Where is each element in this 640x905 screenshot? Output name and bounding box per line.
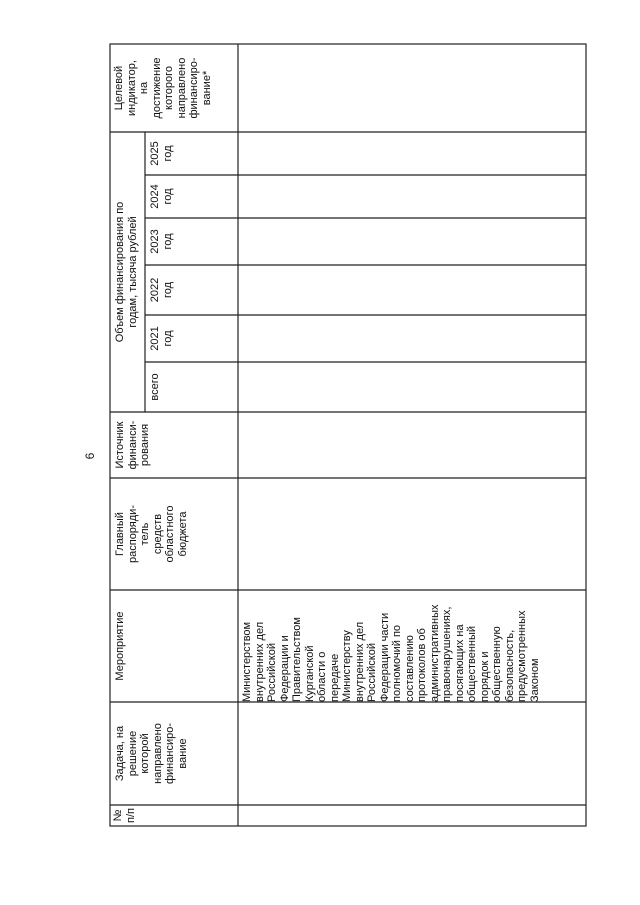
row-1-2024 [242,175,256,218]
header-event: Мероприятие [114,611,126,681]
row-1-task [242,702,256,805]
header-indicator: Целевой индикатор, на достижение которого направлено финансиро- вание* [113,57,213,119]
header-volume: Объем финансирования по годам, тысяча рублей [114,201,139,343]
row-1-2022 [242,265,256,315]
row-1-2021 [242,315,256,362]
header-manager: Главный распоряди- тель средств областного бюджета [114,505,189,563]
header-source: Источник финанси- рования [114,420,151,470]
header-2023: 2023 год [149,229,174,254]
row-1-total [242,362,256,412]
page-number: 6 [83,452,97,460]
header-total: всего [149,373,161,401]
row-1-2023 [242,218,256,265]
header-2022: 2022 год [149,277,174,303]
row-1-source [242,412,256,478]
header-2024: 2024 год [149,184,174,209]
header-2021: 2021 год [149,326,174,351]
row-1-manager [242,480,256,590]
row-1-indicator [242,44,256,132]
row-1-num [242,805,256,826]
header-2025: 2025 год [149,141,174,166]
row-1-event: Министерством внутренних дел Российской Федерации и Правительством Курганской области о передаче Министерству внутренних дел Российской Федерации части полномочий по составлению протоколов об административных правонарушениях, посягающих на общественный порядок и общественную безопасность, предусмотренных Законом [241,604,541,702]
header-num: № п/п [112,808,137,823]
row-1-2025 [242,132,256,175]
header-task: Задача, на решение которой направлено финансиро- вание [114,723,189,785]
